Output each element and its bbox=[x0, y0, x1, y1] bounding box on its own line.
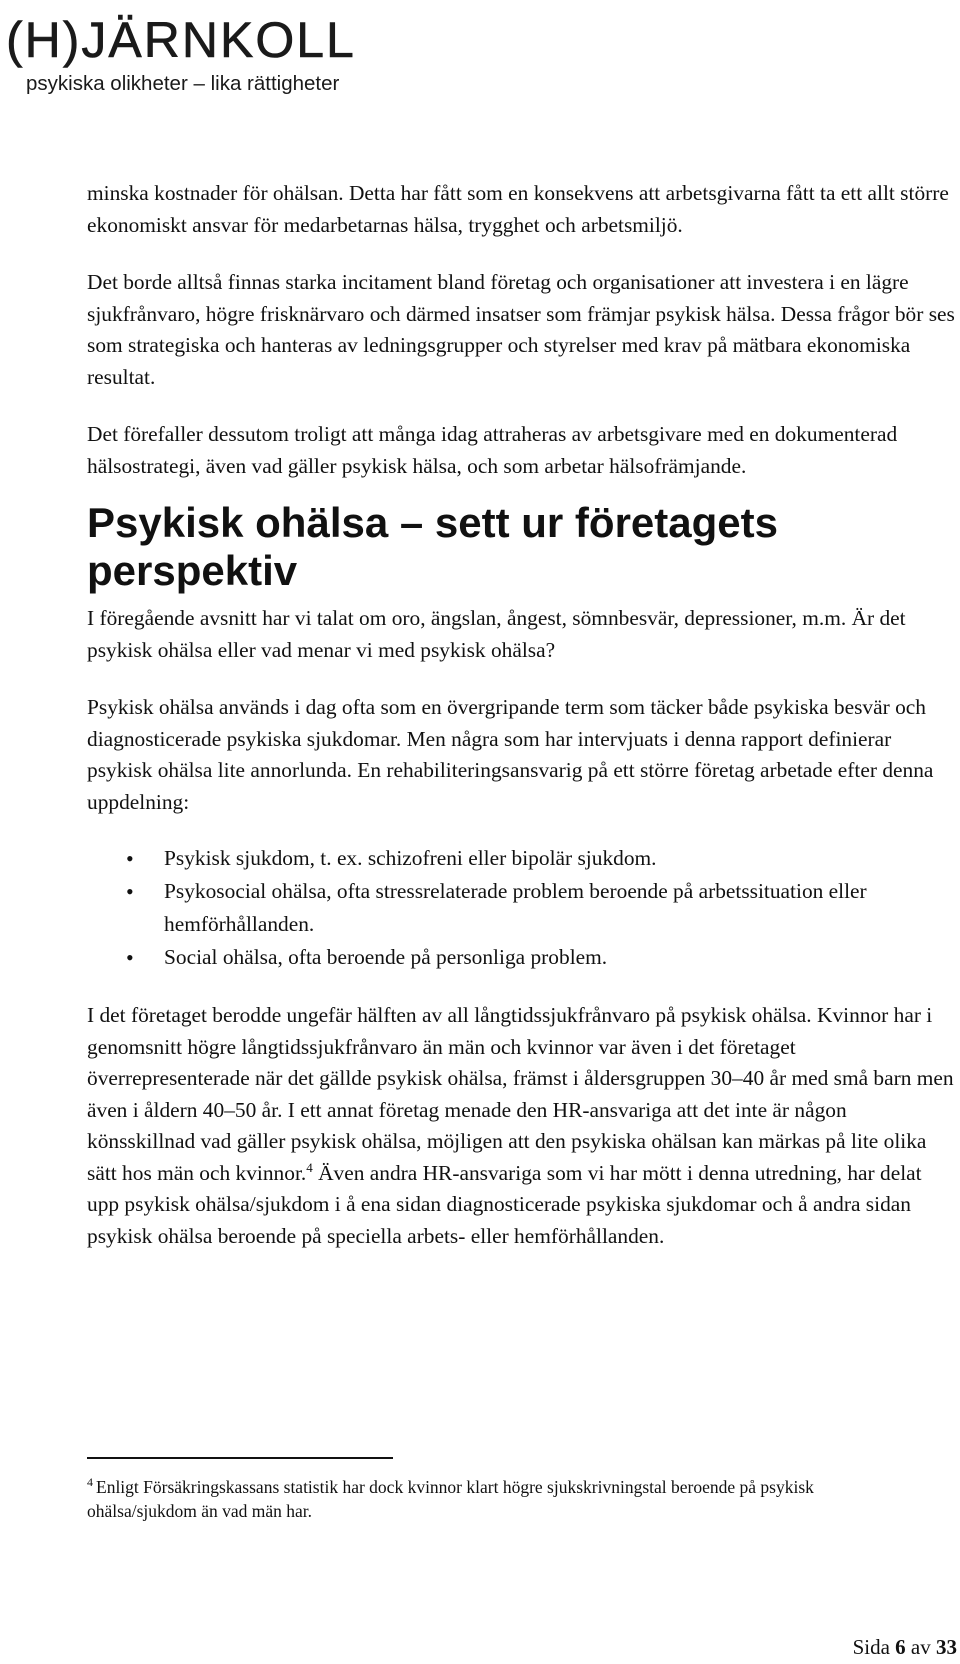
paragraph-2: Det borde alltså finnas starka incitament bland företag och organisationer att investera i en lägre sjukfrånvaro, högre frisknärvaro och därmed insatser som främjar psykisk hälsa. Dessa frågor bör ses som strategiska och hanteras av ledningsgrupper och styrelser med krav på mätbara ekonomiska resultat. bbox=[87, 270, 955, 389]
footnote-separator bbox=[87, 1457, 393, 1459]
document-body bbox=[87, 178, 957, 1252]
page-number-middle: av bbox=[905, 1635, 936, 1659]
page-number-prefix: Sida bbox=[852, 1635, 896, 1659]
paragraph-5: Psykisk ohälsa används i dag ofta som en övergripande term som täcker både psykiska besvär och diagnosticerade psykiska sjukdomar. Men några som har intervjuats i denna rapport definierar psykisk ohälsa lite annorlunda. En rehabiliteringsansvarig på ett större företag arbetade efter denna uppdelning: bbox=[87, 695, 934, 814]
paragraph-6-text-b: Även andra HR-ansvariga som vi har mött i denna utredning, har delat upp psykisk ohälsa/sjukdom i å ena sidan diagnosticerade psykiska sjukdomar och å andra sidan psykisk ohälsa beroende på speciella arbets- eller hemförhållanden. bbox=[87, 1160, 922, 1248]
paragraph-6 bbox=[87, 1000, 957, 1252]
list-item bbox=[87, 875, 957, 941]
paragraph-3: Det förefaller dessutom troligt att många idag attraheras av arbetsgivare med en dokumenterad hälsostrategi, även vad gäller psykisk hälsa, och som arbetar hälsofrämjande. bbox=[87, 422, 898, 478]
footnote-number: 4 bbox=[87, 1475, 93, 1490]
paragraph-6-text-a: I det företaget berodde ungefär hälften av all långtidssjukfrånvaro på psykisk ohälsa. Kvinnor har i genomsnitt högre långtidssjukfrånvaro än män och kvinnor var även i det företaget överrepresenterade när det gällde psykisk ohälsa, främst i åldersgruppen 30–40 år med små barn men även i åldern 40–50 år. I ett annat företag menade den HR-ansvariga att det inte är någon könsskillnad vad gäller psykisk ohälsa, möjligen att den psykiska ohälsan kan märkas på lite olika sätt hos män och kvinnor. bbox=[87, 1003, 954, 1185]
list-item-text: Social ohälsa, ofta beroende på personliga problem. bbox=[164, 945, 608, 969]
list-item-text: Psykisk sjukdom, t. ex. schizofreni eller bipolär sjukdom. bbox=[164, 846, 657, 870]
logo-tagline: psykiska olikheter – lika rättigheter bbox=[26, 72, 340, 95]
paragraph-1: minska kostnader för ohälsan. Detta har fått som en konsekvens att arbetsgivarna fått ta ett allt större ekonomiskt ansvar för medarbetarnas hälsa, trygghet och arbetsmiljö. bbox=[87, 181, 949, 237]
section-heading: Psykisk ohälsa – sett ur företagets perspektiv bbox=[87, 499, 778, 594]
footnote bbox=[87, 1475, 927, 1523]
bullet-icon: • bbox=[126, 846, 134, 871]
page-number-total: 33 bbox=[936, 1635, 957, 1659]
logo bbox=[6, 12, 426, 96]
list-item bbox=[87, 941, 957, 974]
footnote-reference[interactable]: 4 bbox=[306, 1159, 313, 1175]
logo-wordmark: (H)JÄRNKOLL bbox=[6, 12, 356, 68]
list-item-text: Psykosocial ohälsa, ofta stressrelaterade problem beroende på arbetssituation eller hemförhållanden. bbox=[164, 879, 867, 936]
bullet-icon: • bbox=[126, 945, 134, 970]
bullet-list bbox=[87, 842, 957, 974]
paragraph-4: I föregående avsnitt har vi talat om oro, ängslan, ångest, sömnbesvär, depressioner, m.m. Är det psykisk ohälsa eller vad menar vi med psykisk ohälsa? bbox=[87, 606, 906, 662]
page-number bbox=[853, 1634, 957, 1660]
list-item bbox=[87, 842, 957, 875]
page-number-current: 6 bbox=[895, 1635, 906, 1659]
bullet-icon: • bbox=[126, 879, 134, 904]
footnote-text: Enligt Försäkringskassans statistik har dock kvinnor klart högre sjukskrivningstal beroende på psykisk ohälsa/sjukdom än vad män har. bbox=[87, 1477, 814, 1521]
